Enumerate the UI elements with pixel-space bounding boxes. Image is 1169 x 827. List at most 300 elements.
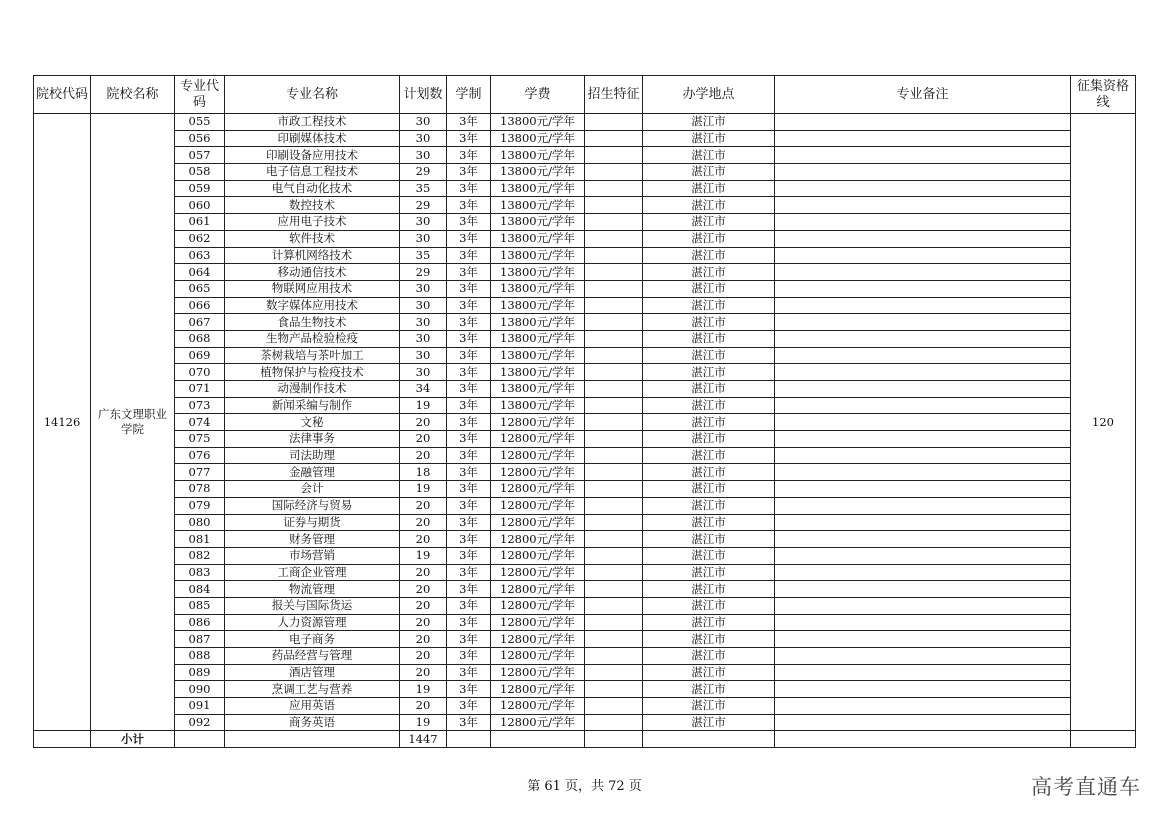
feature-cell [585,381,643,398]
table-body [34,114,1136,748]
location-cell: 湛江市 [643,681,775,698]
feature-cell [585,230,643,247]
feature-cell [585,347,643,364]
remarks-cell [775,547,1071,564]
major-code-cell: 057 [175,147,225,164]
plan-count-cell: 20 [400,531,447,548]
major-name-cell: 报关与国际货运 [225,597,400,614]
table-row [34,431,1136,448]
feature-cell [585,714,643,731]
major-name-cell: 烹调工艺与营养 [225,681,400,698]
table-row [34,280,1136,297]
remarks-cell [775,314,1071,331]
page-footer: 第 61 页，共 72 页 [527,779,642,794]
header-fee: 学费 [491,76,585,114]
duration-cell: 3年 [447,581,491,598]
major-name-cell: 生物产品检验检疫 [225,330,400,347]
remarks-cell [775,164,1071,181]
header-school-name: 院校名称 [91,76,175,114]
table-row [34,230,1136,247]
subtotal-blank-cell [225,731,400,748]
major-code-cell: 063 [175,247,225,264]
major-name-cell: 物流管理 [225,581,400,598]
fee-cell: 13800元/学年 [491,247,585,264]
duration-cell: 3年 [447,197,491,214]
feature-cell [585,597,643,614]
plan-count-cell: 30 [400,364,447,381]
remarks-cell [775,698,1071,715]
fee-cell: 12800元/学年 [491,581,585,598]
feature-cell [585,464,643,481]
major-code-cell: 090 [175,681,225,698]
location-cell: 湛江市 [643,330,775,347]
duration-cell: 3年 [447,264,491,281]
feature-cell [585,531,643,548]
fee-cell: 13800元/学年 [491,314,585,331]
threshold-cell: 120 [1071,114,1136,731]
location-cell: 湛江市 [643,297,775,314]
header-duration: 学制 [447,76,491,114]
major-code-cell: 091 [175,698,225,715]
plan-count-cell: 30 [400,230,447,247]
duration-cell: 3年 [447,564,491,581]
table-row [34,264,1136,281]
location-cell: 湛江市 [643,547,775,564]
feature-cell [585,681,643,698]
duration-cell: 3年 [447,431,491,448]
major-name-cell: 植物保护与检疫技术 [225,364,400,381]
major-code-cell: 068 [175,330,225,347]
location-cell: 湛江市 [643,714,775,731]
location-cell: 湛江市 [643,631,775,648]
feature-cell [585,414,643,431]
fee-cell: 12800元/学年 [491,631,585,648]
plan-count-cell: 29 [400,197,447,214]
table-row [34,631,1136,648]
plan-count-cell: 19 [400,547,447,564]
remarks-cell [775,130,1071,147]
major-name-cell: 文秘 [225,414,400,431]
fee-cell: 13800元/学年 [491,230,585,247]
feature-cell [585,497,643,514]
fee-cell: 12800元/学年 [491,514,585,531]
remarks-cell [775,397,1071,414]
location-cell: 湛江市 [643,597,775,614]
plan-count-cell: 34 [400,381,447,398]
major-code-cell: 067 [175,314,225,331]
major-code-cell: 089 [175,664,225,681]
table-row [34,130,1136,147]
school-code-cell: 14126 [34,114,91,731]
table-row [34,381,1136,398]
subtotal-row [34,731,1136,748]
plan-count-cell: 35 [400,247,447,264]
plan-count-cell: 20 [400,581,447,598]
table-row [34,447,1136,464]
duration-cell: 3年 [447,180,491,197]
remarks-cell [775,648,1071,665]
major-name-cell: 印刷媒体技术 [225,130,400,147]
fee-cell: 12800元/学年 [491,614,585,631]
feature-cell [585,114,643,131]
remarks-cell [775,347,1071,364]
location-cell: 湛江市 [643,381,775,398]
remarks-cell [775,481,1071,498]
feature-cell [585,197,643,214]
fee-cell: 13800元/学年 [491,114,585,131]
major-name-cell: 物联网应用技术 [225,280,400,297]
location-cell: 湛江市 [643,664,775,681]
location-cell: 湛江市 [643,180,775,197]
header-major-code: 专业代码 [175,76,225,114]
major-name-cell: 新闻采编与制作 [225,397,400,414]
remarks-cell [775,147,1071,164]
duration-cell: 3年 [447,164,491,181]
major-code-cell: 088 [175,648,225,665]
location-cell: 湛江市 [643,397,775,414]
duration-cell: 3年 [447,130,491,147]
feature-cell [585,481,643,498]
major-code-cell: 074 [175,414,225,431]
fee-cell: 13800元/学年 [491,147,585,164]
fee-cell: 13800元/学年 [491,381,585,398]
table-row [34,197,1136,214]
remarks-cell [775,431,1071,448]
table-row [34,464,1136,481]
major-name-cell: 商务英语 [225,714,400,731]
plan-count-cell: 20 [400,698,447,715]
plan-count-cell: 20 [400,414,447,431]
major-code-cell: 070 [175,364,225,381]
remarks-cell [775,264,1071,281]
duration-cell: 3年 [447,531,491,548]
major-name-cell: 市场营销 [225,547,400,564]
duration-cell: 3年 [447,481,491,498]
major-name-cell: 应用英语 [225,698,400,715]
duration-cell: 3年 [447,681,491,698]
table-row [34,514,1136,531]
major-name-cell: 工商企业管理 [225,564,400,581]
plan-count-cell: 29 [400,264,447,281]
duration-cell: 3年 [447,314,491,331]
table-row [34,664,1136,681]
major-name-cell: 电子商务 [225,631,400,648]
major-code-cell: 082 [175,547,225,564]
duration-cell: 3年 [447,414,491,431]
duration-cell: 3年 [447,497,491,514]
location-cell: 湛江市 [643,698,775,715]
plan-count-cell: 30 [400,214,447,231]
table-row [34,364,1136,381]
duration-cell: 3年 [447,297,491,314]
duration-cell: 3年 [447,397,491,414]
table-row [34,547,1136,564]
header-location: 办学地点 [643,76,775,114]
major-code-cell: 075 [175,431,225,448]
subtotal-blank-cell [447,731,491,748]
location-cell: 湛江市 [643,130,775,147]
major-code-cell: 073 [175,397,225,414]
major-code-cell: 080 [175,514,225,531]
remarks-cell [775,581,1071,598]
major-name-cell: 印刷设备应用技术 [225,147,400,164]
remarks-cell [775,381,1071,398]
header-threshold: 征集资格线 [1071,76,1136,114]
location-cell: 湛江市 [643,648,775,665]
fee-cell: 12800元/学年 [491,481,585,498]
location-cell: 湛江市 [643,264,775,281]
feature-cell [585,280,643,297]
location-cell: 湛江市 [643,347,775,364]
major-name-cell: 财务管理 [225,531,400,548]
table-row [34,147,1136,164]
fee-cell: 13800元/学年 [491,347,585,364]
plan-count-cell: 19 [400,397,447,414]
subtotal-blank-cell [175,731,225,748]
duration-cell: 3年 [447,230,491,247]
duration-cell: 3年 [447,597,491,614]
duration-cell: 3年 [447,698,491,715]
major-code-cell: 062 [175,230,225,247]
plan-count-cell: 19 [400,714,447,731]
feature-cell [585,564,643,581]
feature-cell [585,397,643,414]
major-code-cell: 092 [175,714,225,731]
remarks-cell [775,681,1071,698]
remarks-cell [775,280,1071,297]
duration-cell: 3年 [447,347,491,364]
subtotal-blank-cell [643,731,775,748]
table-row [34,314,1136,331]
duration-cell: 3年 [447,714,491,731]
location-cell: 湛江市 [643,497,775,514]
header-major-name: 专业名称 [225,76,400,114]
feature-cell [585,648,643,665]
location-cell: 湛江市 [643,147,775,164]
location-cell: 湛江市 [643,280,775,297]
major-code-cell: 076 [175,447,225,464]
table-row [34,481,1136,498]
header-feature: 招生特征 [585,76,643,114]
major-code-cell: 069 [175,347,225,364]
plan-count-cell: 35 [400,180,447,197]
fee-cell: 12800元/学年 [491,681,585,698]
major-code-cell: 083 [175,564,225,581]
plan-count-cell: 20 [400,614,447,631]
major-name-cell: 金融管理 [225,464,400,481]
feature-cell [585,314,643,331]
fee-cell: 13800元/学年 [491,297,585,314]
fee-cell: 12800元/学年 [491,597,585,614]
school-name-cell: 广东文理职业学院 [91,114,175,731]
fee-cell: 13800元/学年 [491,397,585,414]
fee-cell: 12800元/学年 [491,431,585,448]
plan-count-cell: 30 [400,130,447,147]
duration-cell: 3年 [447,330,491,347]
subtotal-blank-cell [491,731,585,748]
fee-cell: 12800元/学年 [491,531,585,548]
remarks-cell [775,214,1071,231]
table-row [34,297,1136,314]
major-name-cell: 酒店管理 [225,664,400,681]
major-code-cell: 084 [175,581,225,598]
major-name-cell: 应用电子技术 [225,214,400,231]
plan-count-cell: 20 [400,664,447,681]
feature-cell [585,664,643,681]
major-name-cell: 会计 [225,481,400,498]
fee-cell: 12800元/学年 [491,664,585,681]
subtotal-blank-cell [775,731,1071,748]
table-row [34,497,1136,514]
table-row [34,698,1136,715]
duration-cell: 3年 [447,381,491,398]
feature-cell [585,547,643,564]
feature-cell [585,514,643,531]
subtotal-blank-cell [1071,731,1136,748]
feature-cell [585,631,643,648]
plan-count-cell: 19 [400,681,447,698]
fee-cell: 12800元/学年 [491,497,585,514]
plan-count-cell: 30 [400,147,447,164]
duration-cell: 3年 [447,464,491,481]
duration-cell: 3年 [447,547,491,564]
remarks-cell [775,414,1071,431]
fee-cell: 12800元/学年 [491,564,585,581]
plan-count-cell: 18 [400,464,447,481]
plan-count-cell: 30 [400,114,447,131]
header-plan: 计划数 [400,76,447,114]
feature-cell [585,164,643,181]
fee-cell: 13800元/学年 [491,130,585,147]
major-code-cell: 077 [175,464,225,481]
plan-count-cell: 20 [400,447,447,464]
major-name-cell: 食品生物技术 [225,314,400,331]
fee-cell: 13800元/学年 [491,264,585,281]
major-code-cell: 085 [175,597,225,614]
major-code-cell: 058 [175,164,225,181]
table-row [34,648,1136,665]
major-code-cell: 061 [175,214,225,231]
major-code-cell: 078 [175,481,225,498]
major-code-cell: 081 [175,531,225,548]
location-cell: 湛江市 [643,564,775,581]
remarks-cell [775,564,1071,581]
location-cell: 湛江市 [643,230,775,247]
location-cell: 湛江市 [643,481,775,498]
duration-cell: 3年 [447,114,491,131]
fee-cell: 12800元/学年 [491,464,585,481]
major-code-cell: 059 [175,180,225,197]
plan-count-cell: 20 [400,431,447,448]
remarks-cell [775,597,1071,614]
fee-cell: 13800元/学年 [491,330,585,347]
major-name-cell: 软件技术 [225,230,400,247]
major-name-cell: 电子信息工程技术 [225,164,400,181]
subtotal-blank-cell [585,731,643,748]
duration-cell: 3年 [447,247,491,264]
location-cell: 湛江市 [643,431,775,448]
major-code-cell: 056 [175,130,225,147]
table-row [34,581,1136,598]
remarks-cell [775,614,1071,631]
remarks-cell [775,180,1071,197]
duration-cell: 3年 [447,614,491,631]
watermark-logo: 高考直通车 [1031,775,1141,799]
feature-cell [585,147,643,164]
duration-cell: 3年 [447,280,491,297]
major-code-cell: 079 [175,497,225,514]
plan-count-cell: 20 [400,497,447,514]
header-row [34,76,1136,114]
duration-cell: 3年 [447,147,491,164]
fee-cell: 13800元/学年 [491,364,585,381]
remarks-cell [775,297,1071,314]
location-cell: 湛江市 [643,364,775,381]
feature-cell [585,130,643,147]
fee-cell: 13800元/学年 [491,197,585,214]
feature-cell [585,247,643,264]
location-cell: 湛江市 [643,314,775,331]
major-code-cell: 066 [175,297,225,314]
feature-cell [585,614,643,631]
fee-cell: 13800元/学年 [491,214,585,231]
table-row [34,531,1136,548]
major-name-cell: 证券与期货 [225,514,400,531]
plan-count-cell: 20 [400,597,447,614]
remarks-cell [775,514,1071,531]
table-row [34,564,1136,581]
plan-count-cell: 20 [400,564,447,581]
subtotal-plan-total: 1447 [400,731,447,748]
duration-cell: 3年 [447,214,491,231]
location-cell: 湛江市 [643,214,775,231]
header-remarks: 专业备注 [775,76,1071,114]
plan-count-cell: 20 [400,648,447,665]
fee-cell: 13800元/学年 [491,180,585,197]
table-row [34,164,1136,181]
remarks-cell [775,247,1071,264]
duration-cell: 3年 [447,364,491,381]
location-cell: 湛江市 [643,447,775,464]
location-cell: 湛江市 [643,247,775,264]
plan-count-cell: 30 [400,280,447,297]
location-cell: 湛江市 [643,614,775,631]
major-name-cell: 计算机网络技术 [225,247,400,264]
location-cell: 湛江市 [643,114,775,131]
fee-cell: 12800元/学年 [491,547,585,564]
major-name-cell: 数控技术 [225,197,400,214]
feature-cell [585,297,643,314]
table-row [34,214,1136,231]
duration-cell: 3年 [447,648,491,665]
plan-count-cell: 20 [400,631,447,648]
table-row [34,714,1136,731]
remarks-cell [775,631,1071,648]
plan-count-cell: 30 [400,314,447,331]
location-cell: 湛江市 [643,464,775,481]
header-school-code: 院校代码 [34,76,91,114]
feature-cell [585,447,643,464]
feature-cell [585,431,643,448]
remarks-cell [775,364,1071,381]
location-cell: 湛江市 [643,531,775,548]
remarks-cell [775,114,1071,131]
duration-cell: 3年 [447,631,491,648]
plan-count-cell: 20 [400,514,447,531]
major-code-cell: 060 [175,197,225,214]
table-row [34,347,1136,364]
major-name-cell: 动漫制作技术 [225,381,400,398]
